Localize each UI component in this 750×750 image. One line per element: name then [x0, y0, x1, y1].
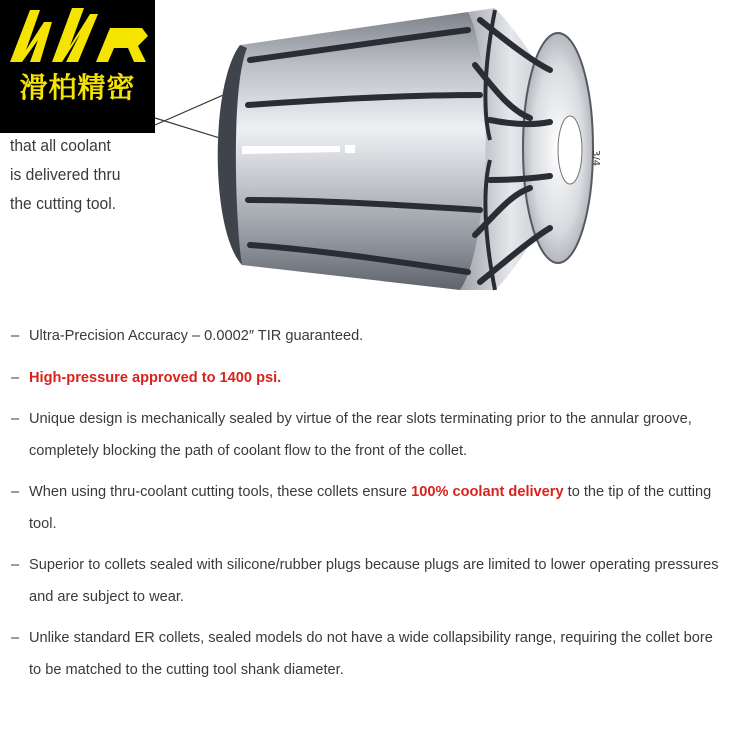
callout-text [10, 131, 148, 218]
bullet-dash: – [10, 484, 20, 500]
callout-line: the cutting tool. [10, 194, 117, 213]
bullet-text [29, 362, 719, 394]
bullet-text [29, 320, 719, 352]
bullet-text-part: Unique design is mechanically sealed by virtue of the rear slots terminating prior to the annular groove, completely blocking the path of coolant flow to the front of the collet. [29, 411, 692, 459]
collet-image [150, 0, 620, 300]
bullet-dash: – [10, 557, 20, 573]
logo-text: 滑柏精密 [19, 71, 136, 104]
highlight-text: 100% coolant delivery [411, 484, 564, 500]
callout-line: that all coolant [10, 136, 111, 155]
bullet-text-part: When using thru-coolant cutting tools, these collets ensure [29, 484, 412, 500]
highlight-text: High-pressure approved to 1400 psi. [29, 370, 282, 386]
bullet-text-part: Ultra-Precision Accuracy – 0.0002″ TIR guaranteed. [29, 328, 364, 344]
bullet-text [29, 403, 719, 467]
collet-engraving: 3/4 [590, 150, 601, 167]
bullet-text-part: Superior to collets sealed with silicone/rubber plugs because plugs are limited to lower operating pressures and are subject to wear. [29, 557, 719, 605]
brand-logo [0, 0, 155, 133]
bullet-dash: – [10, 370, 20, 386]
bullet-dash: – [10, 328, 20, 344]
bullet-text [29, 622, 719, 686]
bullet-dash: – [10, 411, 20, 427]
bullet-text [29, 549, 719, 613]
bullet-text [29, 476, 719, 540]
logo-mark-icon [0, 0, 155, 70]
callout-line: is delivered thru [10, 165, 121, 184]
bullet-dash: – [10, 630, 20, 646]
bullet-text-part: Unlike standard ER collets, sealed models do not have a wide collapsibility range, requiring the collet bore to be matched to the cutting tool shank diameter. [29, 630, 713, 678]
bullet-text-part: to the tip of the cutting tool. [29, 484, 712, 532]
